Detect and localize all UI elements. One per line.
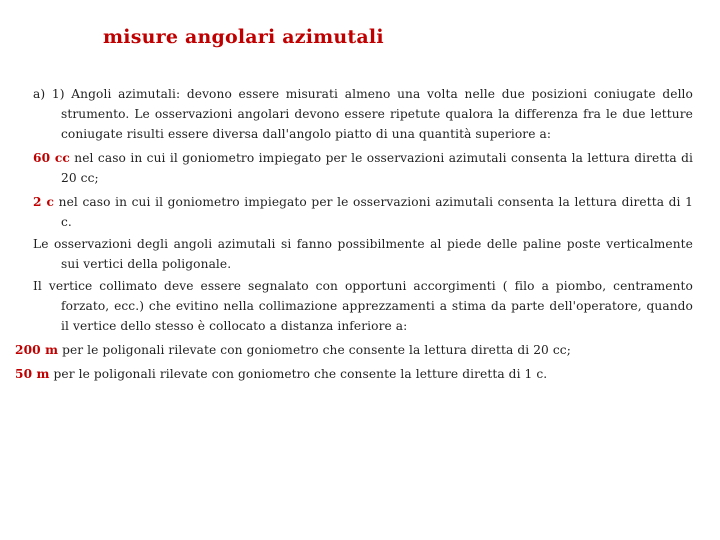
tolerance-value-60cc: 60 cc (33, 151, 70, 165)
tolerance-item-60cc (33, 148, 693, 188)
distance-value-200m: 200 m (15, 343, 59, 357)
paragraph-angoli-azimutali: a) 1) Angoli azimutali: devono essere misurati almeno una volta nelle due posizioni coniugate dello strumento. Le osservazioni angolari devono essere ripetute qualora la differenza fra le due letture coniugate risulti essere diversa dall'angolo piatto di una quantità superiore a: (33, 87, 693, 141)
tolerance-text-60cc: nel caso in cui il goniometro impiegato per le osservazioni azimutali consenta la lettura diretta di 20 cc; (61, 151, 693, 185)
distance-item-50m (15, 364, 693, 384)
slide-title: misure angolari azimutali (103, 26, 384, 48)
slide-body (15, 84, 693, 384)
distance-value-50m: 50 m (15, 367, 50, 381)
paragraph-osservazioni: Le osservazioni degli angoli azimutali si fanno possibilmente al piede delle paline poste verticalmente sui vertici della poligonale. (33, 237, 693, 271)
distance-text-200m: per le poligonali rilevate con goniometro che consente la lettura diretta di 20 cc; (58, 343, 571, 357)
tolerance-text-2c: nel caso in cui il goniometro impiegato per le osservazioni azimutali consenta la lettura diretta di 1 c. (54, 195, 693, 229)
paragraph-vertice-collimato: Il vertice collimato deve essere segnalato con opportuni accorgimenti ( filo a piombo, centramento forzato, ecc.) che evitino nella collimazione apprezzamenti a stima da parte dell'operatore, quando il vertice dello stesso è collocato a distanza inferiore a: (33, 279, 693, 333)
tolerance-item-2c (33, 192, 693, 232)
tolerance-value-2c: 2 c (33, 195, 55, 209)
distance-text-50m: per le poligonali rilevate con goniometro che consente la letture diretta di 1 c. (49, 367, 548, 381)
distance-item-200m (15, 340, 693, 360)
